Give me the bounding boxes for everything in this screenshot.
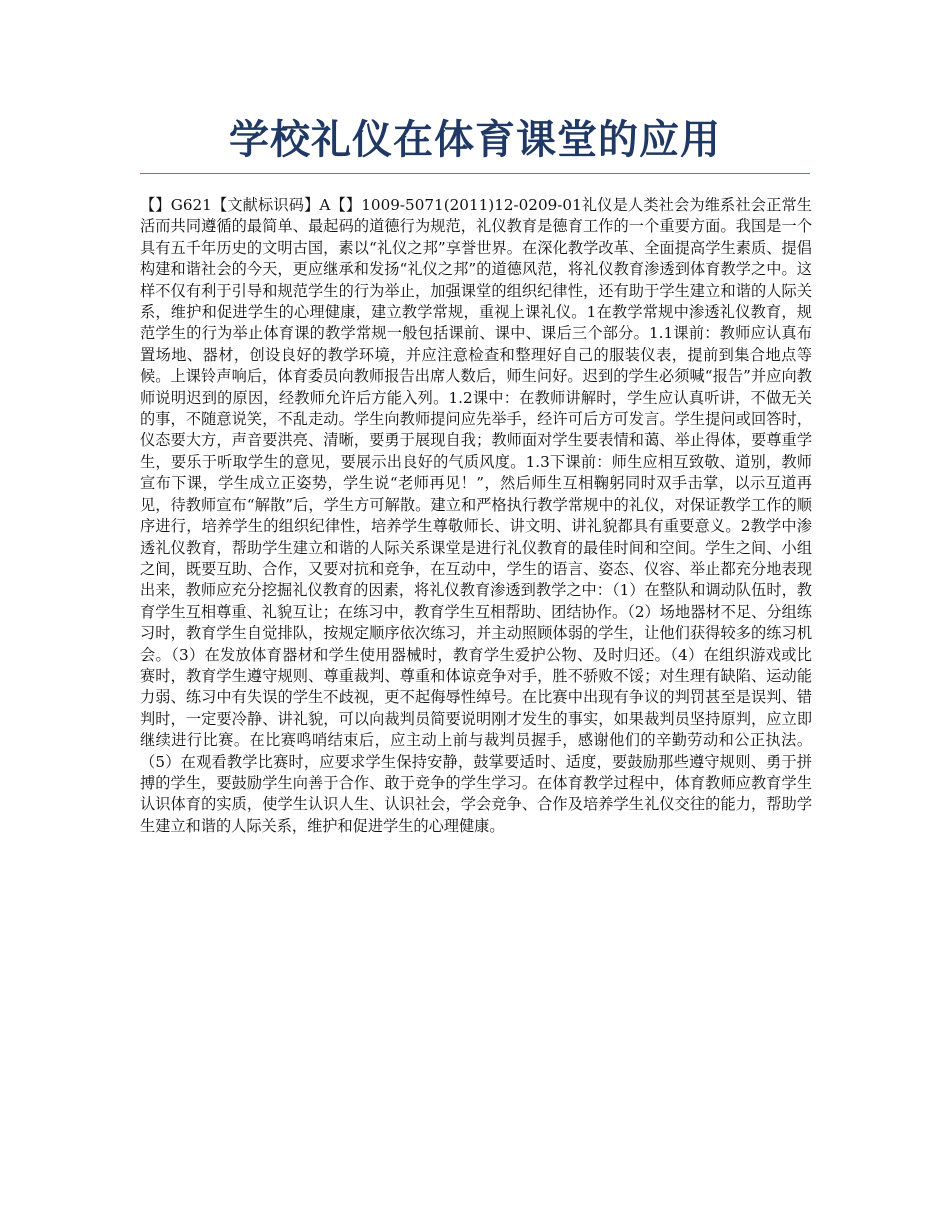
- page-title: 学校礼仪在体育课堂的应用: [229, 117, 721, 163]
- title-divider: [140, 173, 810, 174]
- body-paragraph: 【】G621【文献标识码】A【】1009-5071(2011)12-0209-01礼仪是人类社会为维系社会正常生活而共同遵循的最简单、最起码的道德行为规范，礼仪教育是德育工作的一个重要方面。我国是一个具有五千年历史的文明古国，素以“礼仪之邦”享誉世界。在深化教学改革、全面提高学生素质、提倡构建和谐社会的今天，更应继承和发扬“礼仪之邦”的道德风范，将礼仪教育渗透到体育教学之中。这样不仅有利于引导和规范学生的行为举止，加强课堂的组织纪律性，还有助于学生建立和谐的人际关系，维护和促进学生的心理健康，建立教学常规，重视上课礼仪。1在教学常规中渗透礼仪教育，规范学生的行为举止体育课的教学常规一般包括课前、课中、课后三个部分。1.1课前：教师应认真布置场地、器材，创设良好的教学环境，并应注意检查和整理好自己的服装仪表，提前到集合地点等候。上课铃声响后，体育委员向教师报告出席人数后，师生问好。迟到的学生必须喊“报告”并应向教师说明迟到的原因，经教师允许后方能入列。1.2课中：在教师讲解时，学生应认真听讲，不做无关的事，不随意说笑，不乱走动。学生向教师提问应先举手，经许可后方可发言。学生提问或回答时，仪态要大方，声音要洪亮、清晰，要勇于展现自我；教师面对学生要表情和蔼、举止得体，要尊重学生，要乐于听取学生的意见，要展示出良好的气质风度。1.3下课前：师生应相互致敬、道别，教师宣布下课，学生成立正姿势，学生说“老师再见！”，然后师生互相鞠躬同时双手击掌，以示互道再见，待教师宣布“解散”后，学生方可解散。建立和严格执行教学常规中的礼仪，对保证教学工作的顺序进行，培养学生的组织纪律性，培养学生尊敬师长、讲文明、讲礼貌都具有重要意义。2教学中渗透礼仪教育，帮助学生建立和谐的人际关系课堂是进行礼仪教育的最佳时间和空间。学生之间、小组之间，既要互助、合作，又要对抗和竞争，在互动中，学生的语言、姿态、仪容、举止都充分地表现出来，教师应充分挖掘礼仪教育的因素，将礼仪教育渗透到教学之中：（1）在整队和调动队伍时，教育学生互相尊重、礼貌互让；在练习中，教育学生互相帮助、团结协作。（2）场地器材不足、分组练习时，教育学生自觉排队，按规定顺序依次练习，并主动照顾体弱的学生，让他们获得较多的练习机会。（3）在发放体育器材和学生使用器械时，教育学生爱护公物、及时归还。（4）在组织游戏或比赛时，教育学生遵守规则、尊重裁判、尊重和体谅竞争对手，胜不骄败不馁；对生理有缺陷、运动能力弱、练习中有失误的学生不歧视，更不起侮辱性绰号。在比赛中出现有争议的判罚甚至是误判、错判时，一定要冷静、讲礼貌，可以向裁判员简要说明刚才发生的事实，如果裁判员坚持原判，应立即继续进行比赛。在比赛鸣哨结束后，应主动上前与裁判员握手，感谢他们的辛勤劳动和公正执法。（5）在观看教学比赛时，应要求学生保持安静，鼓掌要适时、适度，要鼓励那些遵守规则、勇于拼搏的学生，要鼓励学生向善于合作、敢于竞争的学生学习。在体育教学过程中，体育教师应教育学生认识体育的实质，使学生认识人生、认识社会，学会竞争、合作及培养学生礼仪交往的能力，帮助学生建立和谐的人际关系，维护和促进学生的心理健康。: [140, 196, 812, 835]
